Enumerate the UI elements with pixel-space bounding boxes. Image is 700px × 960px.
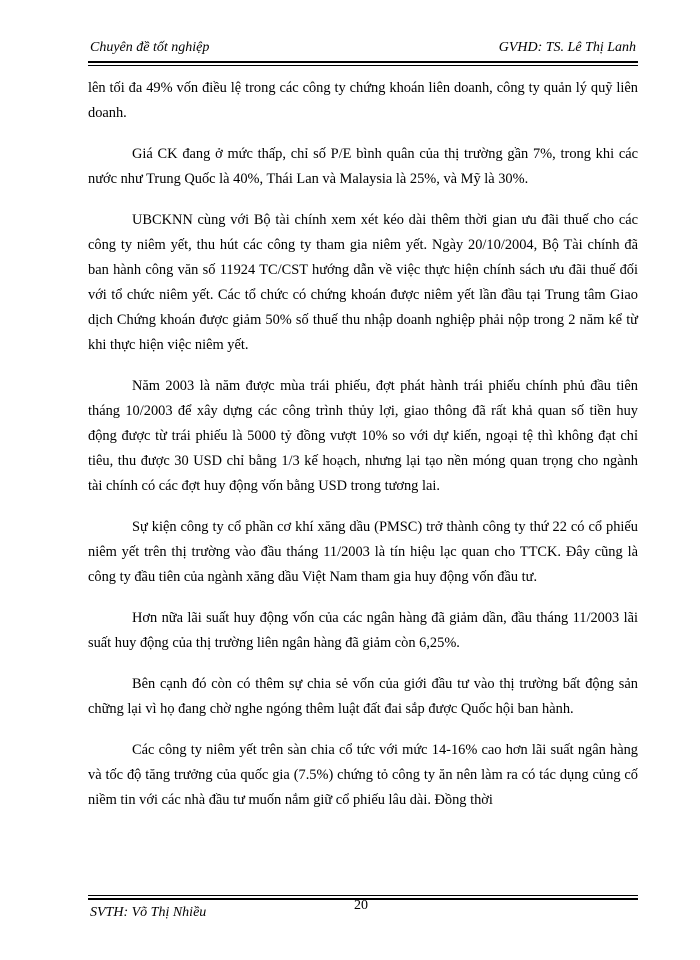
paragraph: Bên cạnh đó còn có thêm sự chia sẻ vốn của giới đầu tư vào thị trường bất động sản chững lại vì họ đang chờ nghe ngóng thêm luật đất đai sắp được Quốc hội ban hành.: [88, 676, 638, 717]
paragraph: Hơn nữa lãi suất huy động vốn của các ngân hàng đã giảm dần, đầu tháng 11/2003 lãi suất huy động của thị trường liên ngân hàng đã giảm còn 6,25%.: [88, 610, 638, 651]
page-header: [88, 40, 638, 62]
header-document-title: Chuyên đề tốt nghiệp: [90, 40, 210, 55]
paragraph: Giá CK đang ở mức thấp, chỉ số P/E bình quân của thị trường gần 7%, trong khi các nước như Trung Quốc là 40%, Thái Lan và Malaysia là 25%, và Mỹ là 30%.: [88, 146, 638, 187]
header-rule: [88, 61, 638, 63]
paragraph: Năm 2003 là năm được mùa trái phiếu, đợt phát hành trái phiếu chính phủ đầu tiên tháng 10/2003 để xây dựng các công trình thủy lợi, giao thông đã rất khả quan số tiền huy động được từ trái phiếu là 5000 tỷ đồng vượt 10% so với dự kiến, ngoại tệ thì không đạt chỉ tiêu, thu được 30 USD chỉ bằng 1/3 kế hoạch, nhưng lại tạo nền móng quan trọng cho ngành tài chính có các đợt huy động vốn bằng USD trong tương lai.: [88, 378, 638, 494]
page-body: [88, 76, 638, 829]
header-rule-thin: [88, 65, 638, 66]
paragraph: Các công ty niêm yết trên sàn chia cổ tức với mức 14-16% cao hơn lãi suất ngân hàng và tốc độ tăng trưởng của quốc gia (7.5%) chứng tỏ công ty ăn nên làm ra có tác dụng củng cố niềm tin với các nhà đầu tư muốn nắm giữ cổ phiếu lâu dài. Đồng thời: [88, 742, 638, 808]
footer-student-name: SVTH: Võ Thị Nhiều: [90, 905, 207, 920]
page-number: 20: [354, 898, 368, 913]
paragraph: UBCKNN cùng với Bộ tài chính xem xét kéo dài thêm thời gian ưu đãi thuế cho các công ty niêm yết, thu hút các công ty tham gia niêm yết. Ngày 20/10/2004, Bộ Tài chính đã ban hành công văn số 11924 TC/CST hướng dẫn về việc thực hiện chính sách ưu đãi thuế đối với tổ chức niêm yết. Các tổ chức có chứng khoán được niêm yết lần đầu tại Trung tâm Giao dịch Chứng khoán được giảm 50% số thuế thu nhập doanh nghiệp phải nộp trong 2 năm kể từ khi thực hiện việc niêm yết.: [88, 212, 638, 353]
footer-rule-thin: [88, 895, 638, 896]
header-supervisor: GVHD: TS. Lê Thị Lanh: [498, 40, 636, 55]
paragraph: Sự kiện công ty cổ phần cơ khí xăng dầu (PMSC) trở thành công ty thứ 22 có cổ phiếu niêm yết trên thị trường vào đầu tháng 11/2003 là tín hiệu lạc quan cho TTCK. Đây cũng là công ty đầu tiên của ngành xăng dầu Việt Nam tham gia huy động vốn đầu tư.: [88, 519, 638, 585]
paragraph-continued: lên tối đa 49% vốn điều lệ trong các công ty chứng khoán liên doanh, công ty quản lý quỹ liên doanh.: [88, 80, 638, 121]
